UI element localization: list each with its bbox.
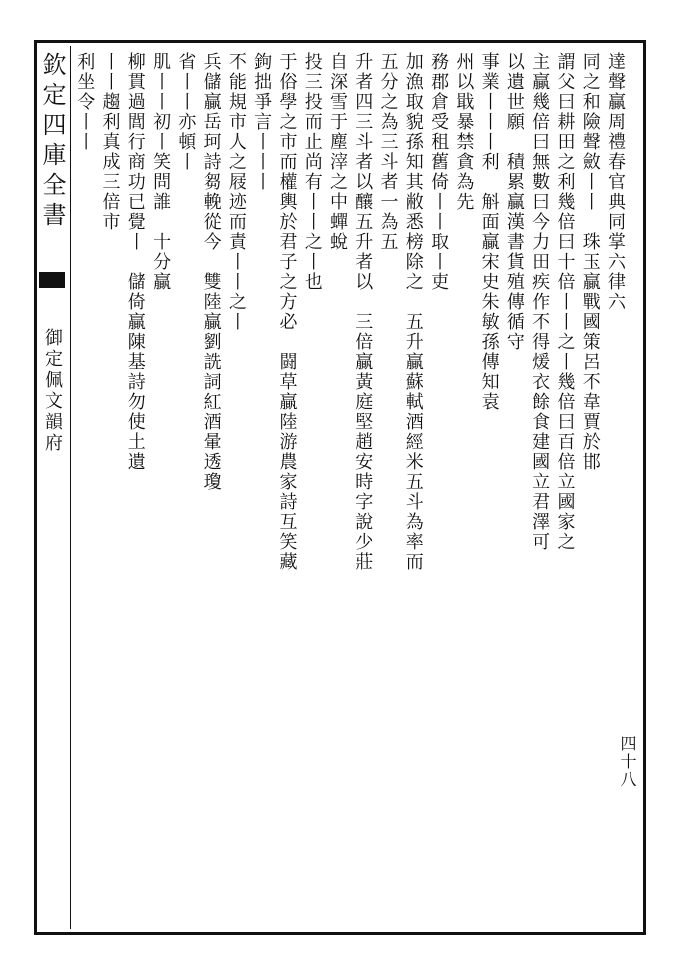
fishtail-mark (39, 272, 65, 288)
text-column: 投三投而止尚有丨丨之丨也 (301, 52, 323, 292)
margin-title (36, 52, 68, 932)
text-column: 同之和險聲斂丨丨 珠玉贏戰國策呂不韋賈於邯 (579, 52, 601, 472)
text-column: 州以戢暴禁貪為先 (453, 52, 475, 212)
text-column: 升者四三斗者以釀五升者以 三倍贏黃庭堅趙安時字說少莊 (352, 52, 374, 572)
page-number: 四十八 (618, 735, 637, 789)
text-column: 丨丨趨利真成三倍市 (99, 52, 121, 232)
text-column: 達聲贏周禮春官典同掌六律六 (604, 52, 626, 312)
text-column: 以遺世願 積累贏漢書貨殖傳循守 (503, 52, 525, 352)
text-column: 主贏幾倍曰無數曰今力田疾作不得煖衣餘食建國立君澤可 (529, 52, 551, 552)
text-column: 省丨丨亦頓丨 (175, 52, 197, 172)
text-column: 加漁取貌孫知其敝悉榜除之 五升贏蘇軾酒經米五斗為率而 (402, 52, 424, 572)
text-column: 謂父曰耕田之利幾倍曰十倍丨丨之丨幾倍曰百倍立國家之 (554, 52, 576, 552)
book-title: 欽定四庫全書 (38, 52, 66, 232)
text-column: 鉤拙爭言丨丨丨 (251, 52, 273, 192)
text-column: 五分之為三斗者一為五 (377, 52, 399, 252)
book-subtitle: 御定佩文韻府 (42, 328, 63, 454)
text-column: 不能規市人之屐迹而責丨丨之丨 (225, 52, 247, 332)
text-column: 于俗學之市而權輿於君子之方必 闘草贏陸游農家詩互笑藏 (276, 52, 298, 572)
text-column: 兵儲贏岳珂詩芻輓從今 雙陸贏劉詵詞紅酒暈透瓊 (200, 52, 222, 492)
text-column: 務郡倉受租舊倚丨丨取丨吏 (428, 52, 450, 292)
text-column: 利坐令丨丨 (74, 52, 96, 152)
text-column: 自深雪于塵滓之中蟬蛻 (326, 52, 348, 252)
text-column: 肌丨丨初丨笑問誰 十分贏 (150, 52, 172, 292)
text-column: 柳貫過閭行商功已覺丨 儲倚贏陳基詩勿使土遺 (124, 52, 146, 472)
text-column: 事業丨丨丨利 斛面贏宋史朱敏孫傳知袁 (478, 52, 500, 412)
